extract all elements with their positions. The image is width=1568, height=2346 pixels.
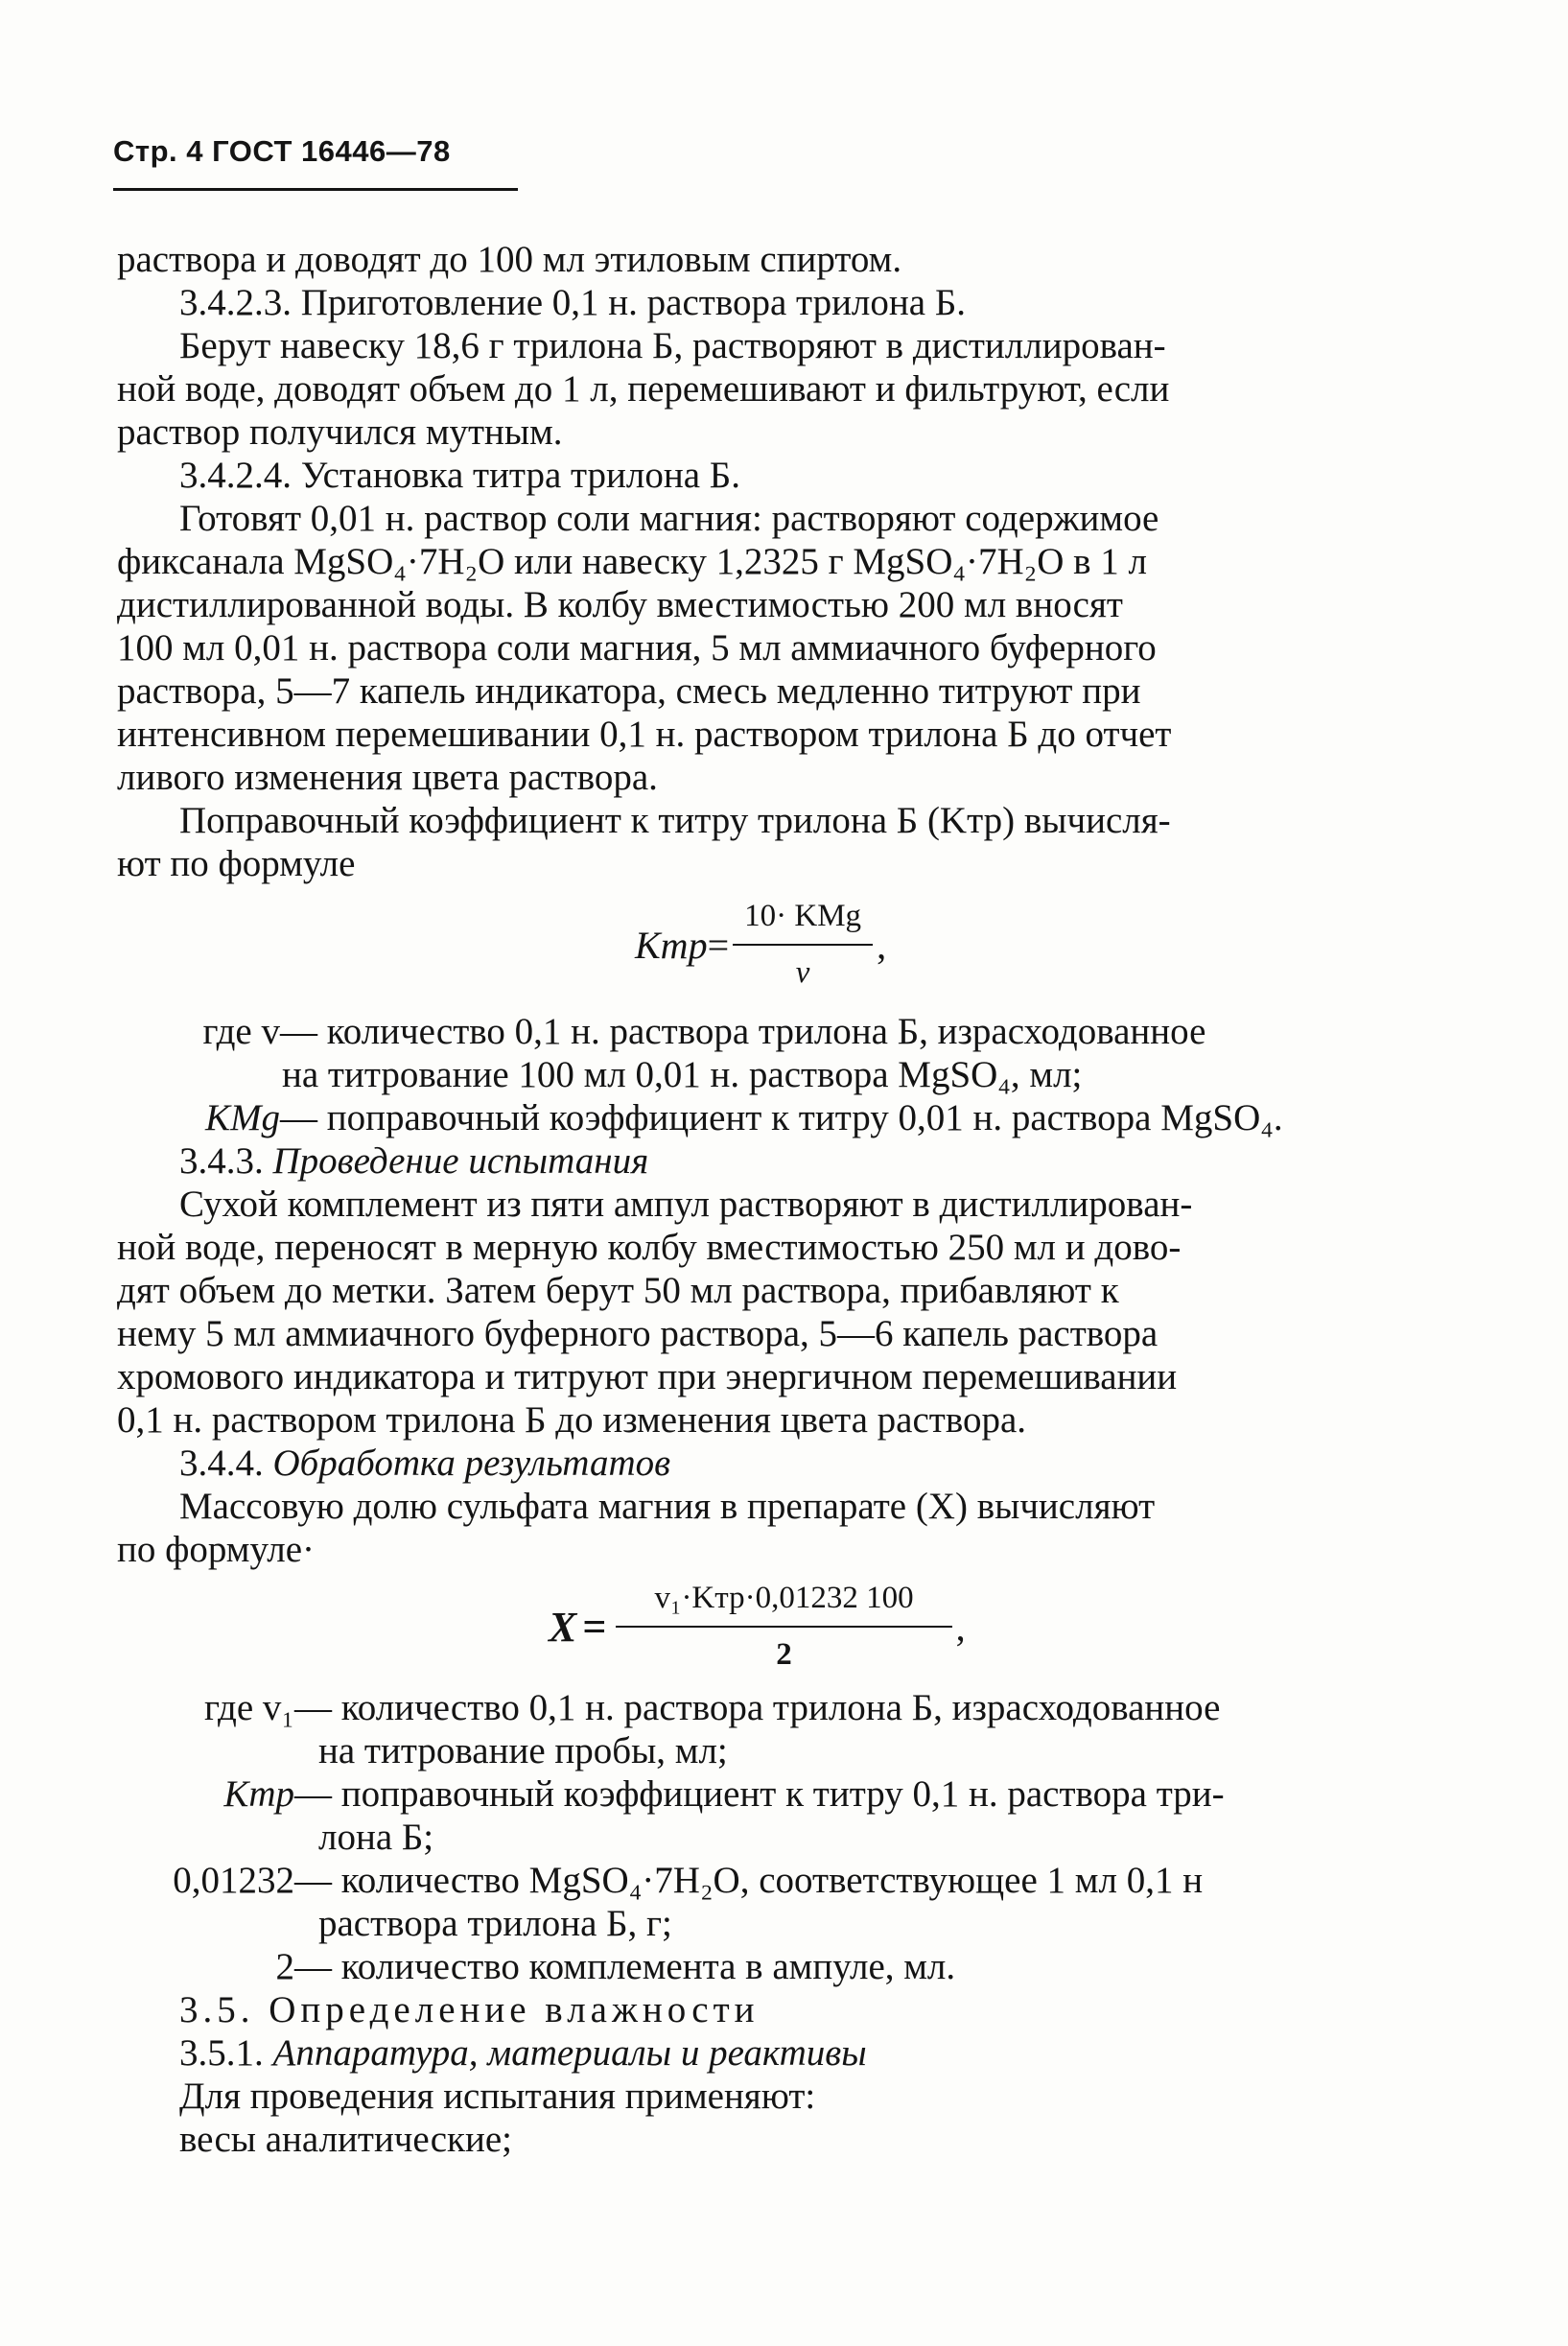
paragraph: [117, 497, 1440, 799]
section-heading: 3.4.2.4. Установка титра трилона Б.: [179, 455, 740, 496]
heading-title: Аппаратура, материалы и реактивы: [272, 2032, 867, 2074]
paragraph: [117, 1485, 1440, 1571]
formula-lhs: Kтр: [635, 923, 708, 967]
paragraph: [117, 799, 1440, 885]
paragraph: [117, 1183, 1440, 1442]
paragraph-line: раствора и доводят до 100 мл этиловым спиртом.: [117, 239, 902, 280]
legend-symbol: KMg: [205, 1097, 280, 1138]
formula-denominator: 2: [776, 1637, 792, 1672]
body-text: [117, 238, 1440, 2161]
legend-row: [117, 1945, 1440, 1988]
formula-lhs: X: [549, 1603, 577, 1651]
header-rule: [113, 188, 518, 191]
paragraph-line: ливого изменения цвета раствора.: [117, 757, 658, 798]
paragraph-line: дистиллированной воды. В колбу вместимостью 200 мл вносят: [117, 584, 1123, 625]
paragraph-line: Для проведения испытания применяют:: [179, 2076, 816, 2117]
formula-trail: ,: [877, 923, 887, 967]
formula-fraction: [616, 1577, 951, 1677]
heading-title: Проведение испытания: [272, 1140, 649, 1182]
formula-legend: [117, 1686, 1440, 1988]
paragraph-line: Поправочный коэффициент к титру трилона Б (Kтр) вычисля-: [179, 800, 1171, 841]
paragraph-line: раствор получился мутным.: [117, 411, 563, 453]
legend-row: [117, 1859, 1440, 1902]
paragraph-line: хромового индикатора и титруют при энергичном перемешивании: [117, 1356, 1178, 1397]
formula-ktr: [117, 885, 1440, 1010]
paragraph-line: нему 5 мл аммиачного буферного раствора, 5—6 капель раствора: [117, 1313, 1158, 1354]
formula-legend: [117, 1010, 1440, 1139]
legend-row: [117, 1772, 1440, 1816]
formula-x: [117, 1571, 1440, 1686]
paragraph-line: фиксанала MgSO₄·7H₂O или навеску 1,2325 г MgSO₄·7H₂O в 1 л: [117, 541, 1148, 582]
formula-numerator: v₁·Kтр·0,01232 100: [616, 1577, 951, 1628]
legend-row: [117, 1686, 1440, 1729]
paragraph-line: ной воде, доводят объем до 1 л, перемешивают и фильтруют, если: [117, 368, 1170, 410]
legend-symbol: где v: [202, 1011, 280, 1052]
heading-title: Обработка результатов: [272, 1443, 671, 1484]
heading-number: 3.5.1.: [179, 2032, 264, 2074]
paragraph-line: по формуле·: [117, 1529, 316, 1570]
paragraph-line: 0,1 н. раствором трилона Б до изменения цвета раствора.: [117, 1399, 1027, 1441]
legend-description: — поправочный коэффициент к титру 0,1 н. раствора три-: [294, 1773, 1225, 1815]
legend-description: — количество MgSO₄·7H₂O, соответствующее 1 мл 0,1 н: [294, 1860, 1204, 1901]
paragraph-line: ной воде, переносят в мерную колбу вместимостью 250 мл и дово-: [117, 1227, 1182, 1268]
legend-description: — количество 0,1 н. раствора трилона Б, израсходованное: [280, 1011, 1206, 1052]
legend-continuation: на титрование пробы, мл;: [318, 1730, 728, 1771]
formula-eq: =: [707, 923, 730, 967]
legend-symbol: 2: [275, 1946, 294, 1987]
paragraph-line: весы аналитические;: [179, 2119, 512, 2160]
legend-row: [117, 1096, 1440, 1139]
paragraph-line: Сухой комплемент из пяти ампул растворяют в дистиллирован-: [179, 1184, 1193, 1225]
formula-denominator: v: [795, 955, 810, 990]
legend-continuation: раствора трилона Б, г;: [318, 1903, 672, 1944]
section-heading: [117, 1442, 1440, 1485]
legend-continuation: на титрование 100 мл 0,01 н. раствора MgSO₄, мл;: [282, 1054, 1083, 1095]
page-header: Стр. 4 ГОСТ 16446—78: [113, 134, 451, 168]
legend-symbol: где v₁: [203, 1687, 294, 1728]
paragraph-line: дят объем до метки. Затем берут 50 мл раствора, прибавляют к: [117, 1270, 1119, 1311]
paragraph-line: Берут навеску 18,6 г трилона Б, растворяют в дистиллирован-: [179, 325, 1166, 366]
formula-fraction: [733, 895, 873, 995]
paragraph: [117, 324, 1440, 454]
heading-number: 3.4.3.: [179, 1140, 264, 1182]
legend-continuation: лона Б;: [318, 1817, 434, 1858]
paragraph-line: 100 мл 0,01 н. раствора соли магния, 5 мл аммиачного буферного: [117, 627, 1157, 669]
paragraph-line: Готовят 0,01 н. раствор соли магния: растворяют содержимое: [179, 498, 1159, 539]
legend-description: — количество 0,1 н. раствора трилона Б, израсходованное: [294, 1687, 1221, 1728]
section-heading: 3.4.2.3. Приготовление 0,1 н. раствора трилона Б.: [179, 282, 966, 323]
paragraph-line: интенсивном перемешивании 0,1 н. раствором трилона Б до отчет: [117, 714, 1172, 755]
formula-trail: ,: [955, 1605, 966, 1649]
section-heading: [117, 2031, 1440, 2075]
paragraph-line: ют по формуле: [117, 843, 356, 884]
legend-description: — поправочный коэффициент к титру 0,01 н. раствора MgSO₄.: [280, 1097, 1283, 1138]
legend-symbol: Kтр: [223, 1773, 294, 1815]
formula-eq: =: [582, 1603, 607, 1651]
section-heading: [117, 1139, 1440, 1183]
legend-symbol: 0,01232: [173, 1860, 294, 1901]
section-heading: 3.5. Определение влажности: [179, 1989, 760, 2030]
paragraph-line: Массовую долю сульфата магния в препарате (X) вычисляют: [179, 1486, 1156, 1527]
legend-description: — количество комплемента в ампуле, мл.: [294, 1946, 956, 1987]
paragraph-line: раствора, 5—7 капель индикатора, смесь медленно титруют при: [117, 670, 1141, 712]
legend-row: [117, 1010, 1440, 1053]
heading-number: 3.4.4.: [179, 1443, 264, 1484]
formula-numerator: 10· KMg: [733, 895, 873, 946]
